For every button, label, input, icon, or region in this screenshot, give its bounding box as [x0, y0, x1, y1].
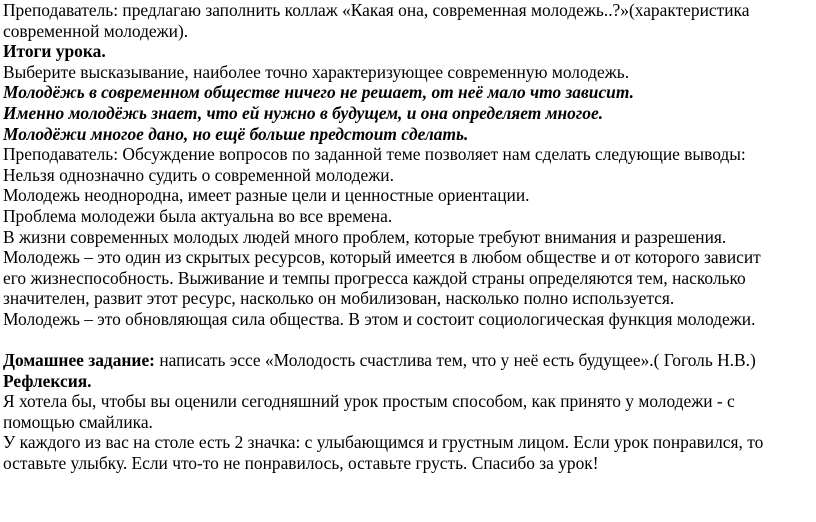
resource-line-2: его жизнеспособность. Выживание и темпы прогресса каждой страны определяются тем, насколько — [3, 267, 746, 288]
conclusion-4: В жизни современных молодых людей много проблем, которые требуют внимания и разрешения. — [3, 226, 727, 247]
statement-2: Именно молодёжь знает, что ей нужно в будущем, и она определяет многое. — [3, 102, 604, 123]
homework-line — [3, 350, 810, 371]
reflection-line-4: оставьте улыбку. Если что-то не понравилось, оставьте грусть. Спасибо за урок! — [3, 453, 599, 474]
reflection-heading: Рефлексия. — [3, 370, 92, 391]
resource-line-3: значителен, развит этот ресурс, насколько он мобилизован, насколько полно используется. — [3, 288, 675, 309]
renewal-line: Молодежь – это обновляющая сила общества. В этом и состоит социологическая функция молодежи. — [3, 308, 756, 329]
resource-line-1: Молодежь – это один из скрытых ресурсов, который имеется в любом обществе и от которого зависит — [3, 247, 761, 268]
homework-label: Домашнее задание: — [3, 350, 155, 371]
conclusion-2: Молодежь неоднородна, имеет разные цели и ценностные ориентации. — [3, 185, 530, 206]
summary-heading: Итоги урока. — [3, 41, 106, 62]
reflection-line-1: Я хотела бы, чтобы вы оценили сегодняшний урок простым способом, как принято у молодежи - с — [3, 391, 735, 412]
conclusion-3: Проблема молодежи была актуальна во все времена. — [3, 205, 393, 226]
blank-line — [3, 330, 810, 351]
intro-line-1: Преподаватель: предлагаю заполнить коллаж «Какая она, современная молодежь..?»(характеристика — [3, 0, 750, 20]
statement-3: Молодёжи многое дано, но ещё больше предстоит сделать. — [3, 123, 469, 144]
reflection-line-2: помощью смайлика. — [3, 411, 153, 432]
conclusions-intro: Преподаватель: Обсуждение вопросов по заданной теме позволяет нам сделать следующие выводы: — [3, 144, 746, 165]
statement-1: Молодёжь в современном обществе ничего не решает, от неё мало что зависит. — [3, 82, 634, 103]
reflection-line-3: У каждого из вас на столе есть 2 значка: с улыбающимся и грустным лицом. Если урок понравился, то — [3, 432, 764, 453]
intro-line-2: современной молодежи). — [3, 20, 189, 41]
choose-prompt: Выберите высказывание, наиболее точно характеризующее современную молодежь. — [3, 61, 630, 82]
homework-text: написать эссе «Молодость счастлива тем, что у неё есть будущее».( Гоголь Н.В.) — [154, 350, 756, 371]
conclusion-1: Нельзя однозначно судить о современной молодежи. — [3, 164, 394, 185]
